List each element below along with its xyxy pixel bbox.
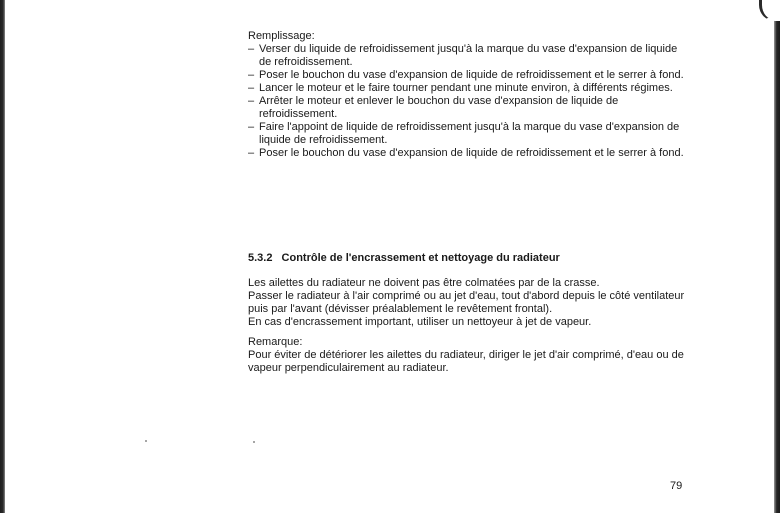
section-title: Contrôle de l'encrassement et nettoyage du radiateur xyxy=(281,252,560,264)
remark-block xyxy=(248,336,688,375)
page-edge-right xyxy=(774,0,780,513)
section-number: 5.3.2 xyxy=(248,252,273,264)
page-corner-curl xyxy=(759,0,780,21)
scan-speck xyxy=(145,440,147,442)
section-body xyxy=(248,277,688,329)
filling-step: – Poser le bouchon du vase d'expansion de liquide de refroidissement et le serrer à fond. xyxy=(248,147,688,160)
filling-step: – Poser le bouchon du vase d'expansion de liquide de refroidissement et le serrer à fond. xyxy=(248,69,688,82)
filling-step: – Faire l'appoint de liquide de refroidissement jusqu'à la marque du vase d'expansion de liquide de refroidissement. xyxy=(248,121,688,147)
filling-step: – Lancer le moteur et le faire tourner pendant une minute environ, à différents régimes. xyxy=(248,82,688,95)
remark-label: Remarque: xyxy=(248,336,303,348)
filling-steps-list xyxy=(248,43,688,160)
body-paragraph: En cas d'encrassement important, utiliser un nettoyeur à jet de vapeur. xyxy=(248,316,592,328)
filling-label: Remplissage: xyxy=(248,30,315,42)
body-paragraph: Les ailettes du radiateur ne doivent pas être colmatées par de la crasse. xyxy=(248,277,600,289)
page-edge-left xyxy=(0,0,5,513)
filling-step: – Arrêter le moteur et enlever le bouchon du vase d'expansion de liquide de refroidissement. xyxy=(248,95,688,121)
body-paragraph: Passer le radiateur à l'air comprimé ou au jet d'eau, tout d'abord depuis le côté ventilateur puis par l'avant (dévisser préalablement le revêtement frontal). xyxy=(248,290,685,315)
section-heading xyxy=(248,252,560,265)
page-number: 79 xyxy=(670,480,683,492)
scan-speck xyxy=(253,441,255,443)
filling-instructions xyxy=(248,30,688,160)
remark-text: Pour éviter de détériorer les ailettes du radiateur, diriger le jet d'air comprimé, d'eau ou de vapeur perpendiculairement au radiateur. xyxy=(248,349,684,374)
filling-step: – Verser du liquide de refroidissement jusqu'à la marque du vase d'expansion de liquide de refroidissement. xyxy=(248,43,688,69)
